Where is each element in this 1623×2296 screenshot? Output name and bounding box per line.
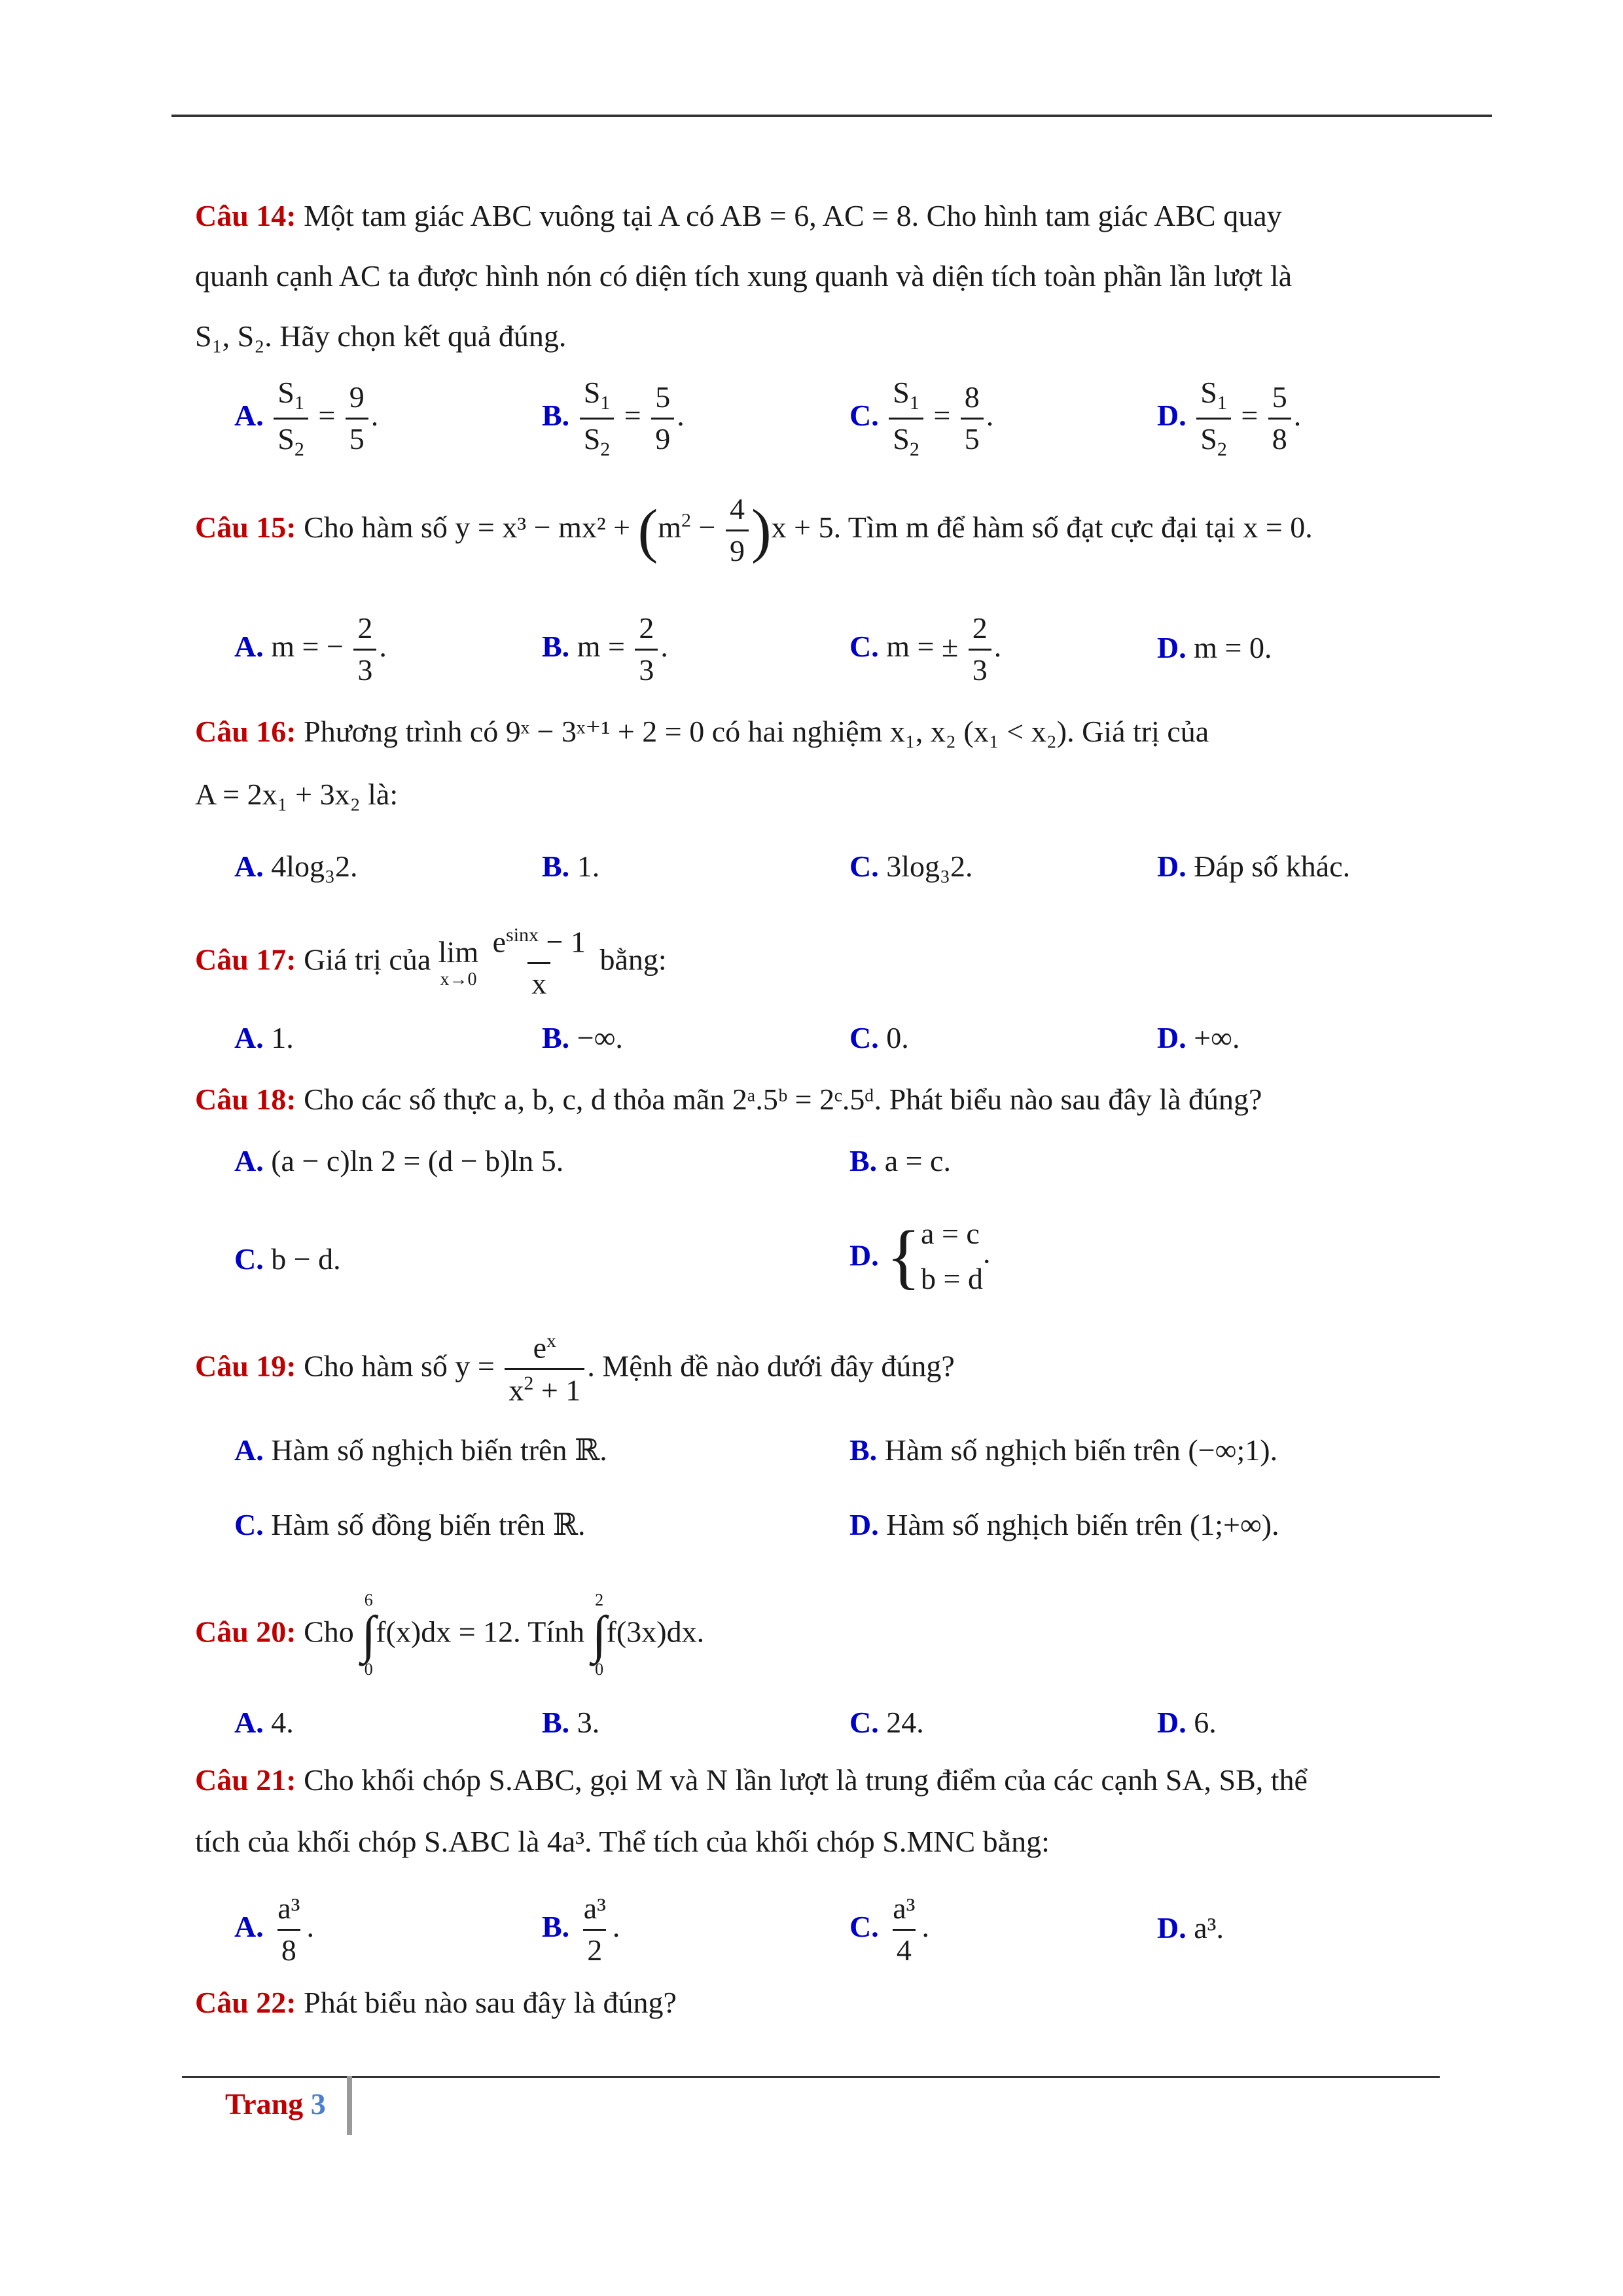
fraction: $\frac{\text{a³}}{4}$	[893, 1892, 916, 1967]
option-a[interactable]: A. $\frac{S_1}{S_2}$ = $\frac{9}{5}$ .	[234, 376, 379, 460]
option-a[interactable]	[234, 1706, 294, 1740]
option-b[interactable]	[849, 1144, 951, 1179]
option-letter: B.	[542, 850, 570, 883]
option-text: Hàm số đồng biến trên ℝ.	[271, 1508, 586, 1541]
question-20	[195, 1592, 704, 1678]
option-text: 1.	[271, 1021, 294, 1054]
option-d[interactable]	[849, 1508, 1279, 1543]
question-16	[195, 715, 1209, 749]
option-text: 4.	[271, 1706, 294, 1739]
question-text: Cho hàm số y =	[296, 1349, 503, 1383]
option-text: 6.	[1194, 1706, 1217, 1739]
option-b[interactable]: B. m = $\frac{2}{3}$ .	[542, 611, 668, 687]
option-letter: B.	[542, 629, 570, 663]
option-text: Hàm số nghịch biến trên ℝ.	[271, 1433, 607, 1467]
fraction: $\frac{2}{3}$	[635, 611, 658, 688]
question-21	[195, 1763, 1308, 1798]
option-c[interactable]	[849, 850, 973, 884]
option-letter: D.	[1157, 398, 1186, 432]
fraction: $\frac{e^{sinx} - 1}{x}$	[492, 924, 586, 1001]
footer-rule	[182, 2076, 1440, 2078]
fraction: $\frac{S_1}{S_2}$	[274, 376, 308, 461]
fraction: $\frac{S_1}{S_2}$	[889, 376, 923, 461]
page-number-value: 3	[310, 2087, 326, 2121]
question-label: Câu 21:	[195, 1763, 296, 1797]
option-letter: B.	[542, 1021, 570, 1054]
option-letter: D.	[1157, 631, 1186, 664]
option-b[interactable]: B. $\frac{\text{a³}}{2}$ .	[542, 1892, 620, 1967]
question-text: Một tam giác ABC vuông tại A có AB = 6, AC = 8. Cho hình tam giác ABC quay	[296, 199, 1282, 232]
question-label: Câu 18:	[195, 1083, 296, 1116]
option-d[interactable]	[1157, 1021, 1240, 1056]
option-text: 0.	[886, 1021, 909, 1054]
integral-sign: 6 ∫ 0	[361, 1590, 376, 1679]
fraction: $\frac{S_1}{S_2}$	[1196, 376, 1231, 461]
option-d[interactable]	[1157, 1706, 1217, 1740]
option-letter: B.	[849, 1433, 878, 1467]
fraction: $\frac{S_1}{S_2}$	[580, 376, 615, 461]
fraction: $\frac{2}{3}$	[969, 611, 991, 688]
option-letter: B.	[542, 398, 570, 432]
option-c[interactable]	[849, 1021, 909, 1056]
option-letter: A.	[234, 1706, 264, 1739]
option-letter: B.	[849, 1144, 878, 1177]
header-rule	[171, 115, 1492, 117]
question-label: Câu 14:	[195, 199, 296, 232]
option-letter: C.	[849, 850, 879, 883]
option-letter: B.	[542, 1706, 570, 1739]
option-letter: C.	[234, 1508, 264, 1541]
option-a[interactable]: A. $\frac{\text{a³}}{8}$ .	[234, 1892, 314, 1967]
question-text: Cho các số thực a, b, c, d thỏa mãn 2ᵃ.5ᵇ = 2ᶜ.5ᵈ. Phát biểu nào sau đây là đúng?	[296, 1083, 1262, 1116]
question-label: Câu 16:	[195, 715, 296, 748]
fraction: $\frac{8}{5}$	[961, 380, 984, 457]
option-letter: B.	[542, 1909, 570, 1943]
question-text: Cho	[296, 1615, 362, 1649]
question-text: A = 2x₁ + 3x₂ là:	[195, 778, 399, 811]
option-c[interactable]: C. $\frac{S_1}{S_2}$ = $\frac{8}{5}$ .	[849, 376, 994, 460]
option-letter: D.	[1157, 850, 1186, 883]
option-text: 4log₃2.	[271, 850, 358, 883]
option-text: a = c.	[884, 1144, 951, 1177]
option-letter: C.	[849, 398, 879, 432]
question-22	[195, 1986, 677, 2020]
system-brace: {	[886, 1216, 921, 1296]
option-letter: C.	[849, 1909, 879, 1943]
question-19	[195, 1330, 955, 1408]
question-label: Câu 19:	[195, 1349, 296, 1383]
option-text: 3.	[577, 1706, 600, 1739]
limit-symbol: lim x→0	[438, 935, 479, 990]
option-b[interactable]: B. $\frac{S_1}{S_2}$ = $\frac{5}{9}$ .	[542, 376, 685, 460]
page-label: Trang	[225, 2087, 304, 2121]
system-equations: a = c b = d	[921, 1217, 983, 1295]
option-letter: A.	[234, 1144, 264, 1177]
option-d[interactable]	[1157, 850, 1350, 884]
option-text: 24.	[886, 1706, 924, 1739]
question-text: Phương trình có 9ˣ − 3ˣ⁺¹ + 2 = 0 có hai nghiệm x₁, x₂ (x₁ < x₂). Giá trị của	[296, 715, 1209, 748]
option-d[interactable]	[1157, 1911, 1224, 1946]
fraction: $\frac{\text{a³}}{2}$	[583, 1892, 606, 1967]
option-text: a³.	[1194, 1911, 1224, 1945]
question-14-line3	[195, 319, 566, 354]
fraction: $\frac{e^x}{x^2 + 1}$	[505, 1330, 584, 1408]
option-letter: D.	[1157, 1706, 1186, 1739]
option-letter: C.	[849, 629, 879, 663]
question-21-line2	[195, 1825, 1050, 1859]
option-a[interactable]	[234, 1144, 563, 1179]
footer-divider	[347, 2076, 352, 2135]
option-text: Hàm số nghịch biến trên (1;+∞).	[886, 1508, 1279, 1541]
question-text: Phát biểu nào sau đây là đúng?	[296, 1986, 677, 2019]
question-text: x + 5. Tìm m để hàm số đạt cực đại tại x = 0.	[771, 510, 1313, 544]
fraction: $\frac{5}{8}$	[1268, 380, 1291, 457]
option-b[interactable]	[849, 1433, 1277, 1468]
option-text: Đáp số khác.	[1194, 850, 1351, 883]
option-text: 3log₃2.	[886, 850, 973, 883]
option-letter: A.	[234, 1909, 264, 1943]
option-letter: C.	[849, 1021, 879, 1054]
question-text: f(x)dx = 12. Tính	[376, 1615, 592, 1649]
question-text: tích của khối chóp S.ABC là 4a³. Thể tích của khối chóp S.MNC bằng:	[195, 1825, 1050, 1858]
question-label: Câu 22:	[195, 1986, 296, 2019]
option-letter: D.	[849, 1508, 879, 1541]
question-15: Câu 15: Cho hàm số $y = x^3 - mx^2 + (m^2$ − $\frac{4}{9}$ )x + 5. Tìm m để hàm số đạt cực đại tại x = 0.	[195, 492, 1313, 567]
option-letter: C.	[849, 1706, 879, 1739]
question-18	[195, 1083, 1262, 1117]
option-b[interactable]	[542, 850, 599, 884]
option-text: b − d.	[271, 1242, 341, 1276]
option-a[interactable]	[234, 1433, 607, 1468]
fraction: $\frac{5}{9}$	[651, 380, 674, 457]
option-d[interactable]: D. $\frac{S_1}{S_2}$ = $\frac{5}{8}$ .	[1157, 376, 1302, 460]
question-text: Giá trị của	[296, 942, 438, 977]
fraction: $\frac{\text{a³}}{8}$	[277, 1892, 300, 1967]
option-d[interactable]: D. m = 0.	[1157, 631, 1272, 664]
option-c[interactable]	[849, 1706, 924, 1740]
option-text: (a − c)ln 2 = (d − b)ln 5.	[271, 1144, 564, 1177]
option-a[interactable]	[234, 850, 358, 884]
option-letter: A.	[234, 398, 264, 432]
option-a[interactable]: A. m = − $\frac{2}{3}$ .	[234, 611, 387, 687]
question-17	[195, 924, 667, 1001]
question-label: Câu 20:	[195, 1615, 296, 1649]
option-d[interactable]: D. { a = c b = d .	[849, 1211, 991, 1301]
option-c[interactable]: C. $\frac{\text{a³}}{4}$ .	[849, 1892, 929, 1967]
option-letter: A.	[234, 850, 264, 883]
question-16-line2	[195, 778, 398, 812]
option-text: +∞.	[1194, 1021, 1240, 1054]
option-letter: A.	[234, 1433, 264, 1467]
question-text: S₁, S₂. Hãy chọn kết quả đúng.	[195, 319, 567, 353]
question-label: Câu 15:	[195, 510, 296, 544]
integral-sign: 2 ∫ 0	[592, 1590, 607, 1679]
page-number	[225, 2087, 326, 2121]
question-label: Câu 17:	[195, 942, 296, 977]
question-text: quanh cạnh AC ta được hình nón có diện tích xung quanh và diện tích toàn phần lần lượt là	[195, 259, 1293, 293]
option-letter: C.	[234, 1242, 264, 1276]
question-text: . Mệnh đề nào dưới đây đúng?	[587, 1349, 955, 1383]
question-text: Cho hàm số y = x³ − mx² +	[296, 510, 638, 544]
option-c[interactable]	[234, 1508, 586, 1543]
question-14-line2	[195, 259, 1292, 294]
option-text: 1.	[577, 850, 600, 883]
option-letter: D.	[1157, 1021, 1186, 1054]
question-text: bằng:	[592, 942, 667, 977]
option-letter: A.	[234, 1021, 264, 1054]
option-letter: A.	[234, 629, 264, 663]
fraction: $\frac{2}{3}$	[353, 611, 376, 688]
option-text: −∞.	[577, 1021, 623, 1054]
option-letter: D.	[1157, 1911, 1186, 1945]
option-letter: D.	[849, 1238, 879, 1272]
option-c[interactable]: C. m = ± $\frac{2}{3}$ .	[849, 611, 1002, 687]
option-a[interactable]	[234, 1021, 294, 1056]
question-text: Cho khối chóp S.ABC, gọi M và N lần lượt là trung điểm của các cạnh SA, SB, thể	[296, 1763, 1308, 1797]
option-b[interactable]	[542, 1706, 599, 1740]
option-text: Hàm số nghịch biến trên (−∞;1).	[884, 1433, 1278, 1467]
question-14	[195, 199, 1282, 234]
fraction: $\frac{9}{5}$	[346, 380, 368, 457]
option-c[interactable]	[234, 1242, 341, 1277]
option-b[interactable]	[542, 1021, 623, 1056]
fraction: $\frac{4}{9}$	[726, 492, 749, 569]
question-text: f(3x)dx.	[606, 1615, 705, 1649]
